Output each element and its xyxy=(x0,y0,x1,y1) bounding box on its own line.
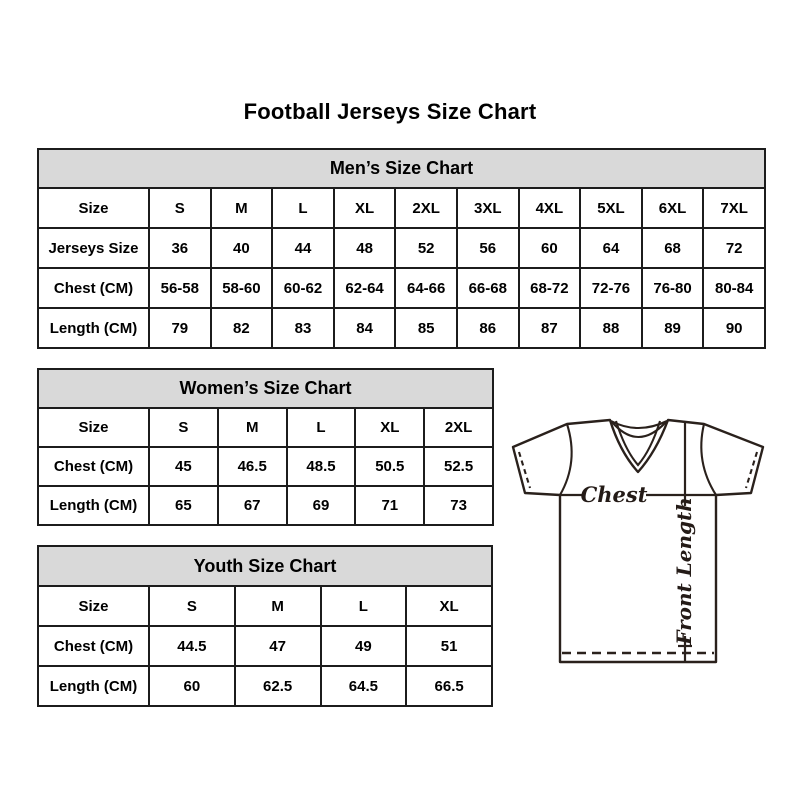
table-cell: M xyxy=(235,586,321,626)
table-cell: 7XL xyxy=(703,188,765,228)
table-cell: M xyxy=(218,408,287,447)
table-cell: S xyxy=(149,408,218,447)
table-cell: 51 xyxy=(406,626,492,666)
table-cell: M xyxy=(211,188,273,228)
table-cell: 36 xyxy=(149,228,211,268)
row-label: Size xyxy=(38,408,149,447)
youth-size-chart-table xyxy=(37,545,493,707)
chest-label: Chest xyxy=(580,482,648,507)
table-cell: XL xyxy=(355,408,424,447)
table-cell: 79 xyxy=(149,308,211,348)
table-cell: S xyxy=(149,188,211,228)
table-cell: 40 xyxy=(211,228,273,268)
table-cell: 73 xyxy=(424,486,493,525)
table-cell: 60 xyxy=(149,666,235,706)
table-cell: 72-76 xyxy=(580,268,642,308)
table-cell: 66-68 xyxy=(457,268,519,308)
table-cell: 82 xyxy=(211,308,273,348)
table-cell: 6XL xyxy=(642,188,704,228)
table-cell: 58-60 xyxy=(211,268,273,308)
women-table-row xyxy=(38,408,493,447)
page-title: Football Jerseys Size Chart xyxy=(243,99,537,124)
mens-size-chart-table xyxy=(37,148,766,349)
table-cell: 50.5 xyxy=(355,447,424,486)
front-length-label: Front Length xyxy=(672,497,696,645)
womens-size-chart-table xyxy=(37,368,494,526)
table-cell: 64 xyxy=(580,228,642,268)
table-cell: 90 xyxy=(703,308,765,348)
table-cell: 62-64 xyxy=(334,268,396,308)
table-cell: 76-80 xyxy=(642,268,704,308)
table-cell: 84 xyxy=(334,308,396,348)
table-cell: 48.5 xyxy=(287,447,356,486)
row-label: Chest (CM) xyxy=(38,626,149,666)
youth-table-row xyxy=(38,586,492,626)
row-label: Size xyxy=(38,188,149,228)
table-cell: L xyxy=(287,408,356,447)
table-cell: 4XL xyxy=(519,188,581,228)
table-cell: 68-72 xyxy=(519,268,581,308)
table-cell: 87 xyxy=(519,308,581,348)
row-label: Length (CM) xyxy=(38,666,149,706)
table-cell: 86 xyxy=(457,308,519,348)
row-label: Length (CM) xyxy=(38,486,149,525)
table-cell: 2XL xyxy=(424,408,493,447)
table-cell: 89 xyxy=(642,308,704,348)
men-table-row xyxy=(38,268,765,308)
women-table-row xyxy=(38,486,493,525)
table-cell: 5XL xyxy=(580,188,642,228)
table-cell: 52.5 xyxy=(424,447,493,486)
table-cell: 60-62 xyxy=(272,268,334,308)
jersey-outline-shape xyxy=(513,420,763,662)
table-cell: 68 xyxy=(642,228,704,268)
youth-table-row xyxy=(38,666,492,706)
table-cell: 47 xyxy=(235,626,321,666)
table-cell: L xyxy=(272,188,334,228)
table-cell: 62.5 xyxy=(235,666,321,706)
row-label: Chest (CM) xyxy=(38,268,149,308)
men-table-row xyxy=(38,228,765,268)
row-label: Length (CM) xyxy=(38,308,149,348)
table-cell: S xyxy=(149,586,235,626)
youth-table-row xyxy=(38,626,492,666)
table-cell: 2XL xyxy=(395,188,457,228)
table-cell: 56-58 xyxy=(149,268,211,308)
table-cell: 69 xyxy=(287,486,356,525)
men-table-row xyxy=(38,308,765,348)
table-cell: 44 xyxy=(272,228,334,268)
jersey-measurement-diagram xyxy=(505,408,770,670)
table-cell: 83 xyxy=(272,308,334,348)
men-table-row xyxy=(38,188,765,228)
table-cell: 46.5 xyxy=(218,447,287,486)
table-cell: 44.5 xyxy=(149,626,235,666)
women-table-row xyxy=(38,447,493,486)
youth-chart-title: Youth Size Chart xyxy=(38,546,492,586)
women-chart-title: Women’s Size Chart xyxy=(38,369,493,408)
row-label: Chest (CM) xyxy=(38,447,149,486)
table-cell: 80-84 xyxy=(703,268,765,308)
table-cell: XL xyxy=(334,188,396,228)
row-label: Size xyxy=(38,586,149,626)
table-cell: 85 xyxy=(395,308,457,348)
table-cell: 71 xyxy=(355,486,424,525)
men-chart-title: Men’s Size Chart xyxy=(38,149,765,188)
table-cell: 56 xyxy=(457,228,519,268)
table-cell: XL xyxy=(406,586,492,626)
table-cell: 60 xyxy=(519,228,581,268)
table-cell: 64.5 xyxy=(321,666,407,706)
row-label: Jerseys Size xyxy=(38,228,149,268)
table-cell: 3XL xyxy=(457,188,519,228)
table-cell: 72 xyxy=(703,228,765,268)
table-cell: 64-66 xyxy=(395,268,457,308)
table-cell: 88 xyxy=(580,308,642,348)
table-cell: L xyxy=(321,586,407,626)
table-cell: 52 xyxy=(395,228,457,268)
table-cell: 49 xyxy=(321,626,407,666)
table-cell: 45 xyxy=(149,447,218,486)
table-cell: 48 xyxy=(334,228,396,268)
table-cell: 65 xyxy=(149,486,218,525)
table-cell: 66.5 xyxy=(406,666,492,706)
table-cell: 67 xyxy=(218,486,287,525)
